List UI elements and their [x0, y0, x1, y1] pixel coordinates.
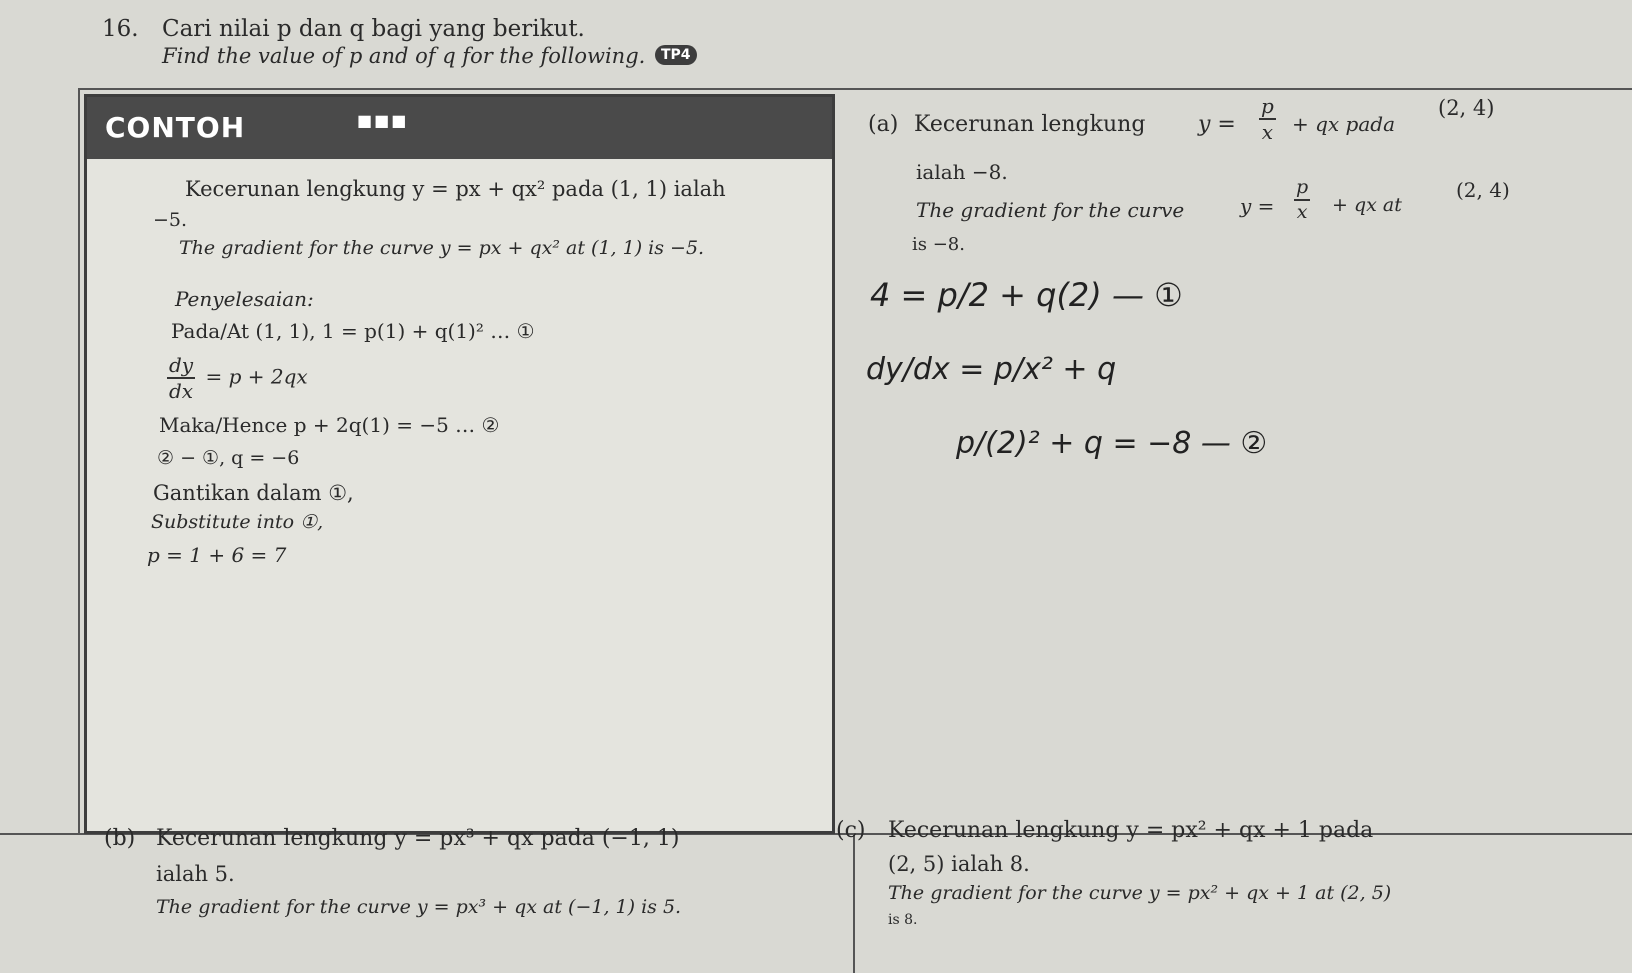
example-box — [84, 94, 835, 834]
part-a-malay-line-2: ialah −8. — [916, 160, 1008, 184]
part-b-malay-line-2: ialah 5. — [156, 862, 235, 886]
part-a-malay-y: y = — [1198, 112, 1236, 137]
question-text-malay: Cari nilai p dan q bagi yang berikut. — [162, 16, 585, 42]
example-header-label: CONTOH — [105, 111, 246, 144]
solution-step-3: Maka/Hence p + 2q(1) = −5 … ② — [159, 413, 500, 437]
solution-step-1: Pada/At (1, 1), 1 = p(1) + q(1)² … ① — [171, 319, 535, 343]
dx-label: dx — [169, 379, 194, 403]
part-a-english-post: + qx at — [1332, 194, 1402, 216]
part-a-malay-post: + qx pada — [1292, 112, 1396, 136]
part-a-english-y: y = — [1240, 194, 1275, 218]
part-a-english-text: The gradient for the curve — [916, 198, 1185, 222]
solution-label: Penyelesaian: — [175, 287, 314, 311]
part-c-english-text: The gradient for the curve y = px² + qx + 1 at (2, 5) — [888, 882, 1392, 904]
solution-step-2 — [163, 355, 308, 401]
solution-step-5: Gantikan dalam ①, — [153, 481, 354, 505]
handwritten-equation-1: 4 = p/2 + q(2) — ① — [870, 276, 1183, 314]
part-c-label: (c) — [836, 818, 866, 843]
handwritten-derivative-rhs: = p/x² + q — [959, 352, 1117, 387]
part-a-label: (a) — [868, 112, 899, 137]
part-a-english-line-2: is −8. — [912, 234, 965, 255]
example-line-1: Kecerunan lengkung y = px + qx² pada (1, 1) ialah — [185, 177, 726, 201]
part-a-point: (2, 4) — [1438, 96, 1495, 120]
question-number: 16. — [102, 16, 139, 42]
solution-step-4: ② − ①, q = −6 — [157, 447, 300, 469]
solution-step-7: p = 1 + 6 = 7 — [147, 543, 287, 567]
column-divider — [853, 833, 855, 973]
part-c-english-line-2: is 8. — [888, 912, 918, 928]
handwritten-equation-3: p/(2)² + q = −8 — ② — [956, 426, 1268, 461]
part-c-malay-text: Kecerunan lengkung y = px² + qx + 1 pada — [888, 818, 1374, 843]
part-a-english-fraction — [1290, 178, 1314, 222]
handwritten-equation-2 — [866, 352, 1116, 387]
part-a-english-point: (2, 4) — [1456, 178, 1510, 202]
question-text-english: Find the value of p and of q for the following. — [162, 44, 646, 68]
example-header — [87, 97, 832, 159]
fraction-denominator: x — [1261, 120, 1274, 144]
derivative-rhs: = p + 2qx — [205, 364, 308, 389]
fraction-numerator: p — [1261, 94, 1274, 118]
part-a-malay-text: Kecerunan lengkung — [914, 112, 1146, 137]
fraction-denominator: x — [1296, 201, 1308, 223]
fraction-numerator: p — [1294, 178, 1310, 201]
solution-step-6: Substitute into ①, — [151, 511, 324, 533]
tp-badge: TP4 — [655, 45, 697, 65]
part-b-english-text: The gradient for the curve y = px³ + qx at (−1, 1) is 5. — [156, 896, 682, 918]
part-b-malay-text: Kecerunan lengkung y = px³ + qx pada (−1, 1) — [156, 826, 680, 851]
part-b-label: (b) — [104, 826, 136, 851]
handwritten-derivative: dy/dx — [866, 352, 950, 387]
dy-label: dy — [169, 353, 194, 377]
example-header-dots: ■■■ — [357, 111, 409, 130]
part-a-fraction — [1255, 96, 1280, 142]
example-line-3: The gradient for the curve y = px + qx² at (1, 1) is −5. — [179, 237, 705, 259]
part-c-malay-line-2: (2, 5) ialah 8. — [888, 852, 1030, 876]
example-line-2: −5. — [153, 209, 188, 231]
